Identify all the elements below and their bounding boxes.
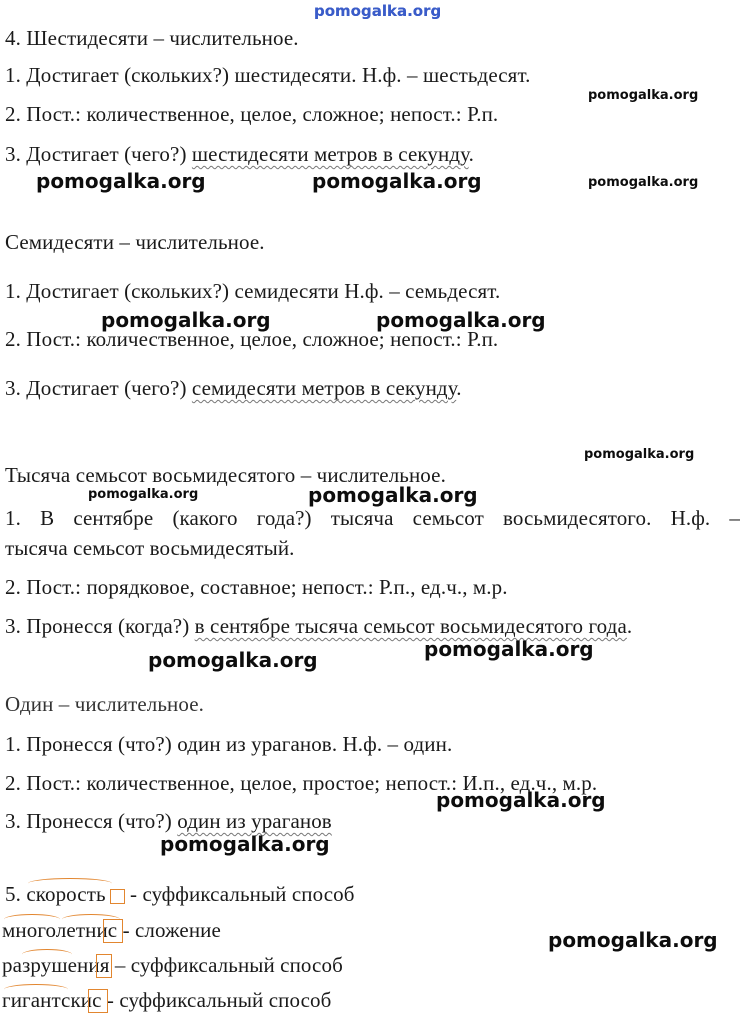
item5-word2-line xyxy=(2,917,221,943)
item4-line3-suffix: . xyxy=(468,142,474,166)
ending-box xyxy=(96,954,112,978)
watermark: pomogalka.org xyxy=(101,308,271,332)
sem-line3-prefix: 3. Достигает (чего?) xyxy=(5,376,192,400)
sem-heading: Семидесяти – числительное. xyxy=(5,230,265,254)
item4-heading: 4. Шестидесяти – числительное. xyxy=(5,26,299,50)
odin-line3 xyxy=(5,808,332,834)
watermark-top: pomogalka.org xyxy=(314,2,442,20)
root-arc-mark xyxy=(22,949,72,960)
ending-box xyxy=(103,919,123,943)
watermark: pomogalka.org xyxy=(88,487,199,502)
sem-line1: 1. Достигает (скольких?) семидесяти Н.ф. – семьдесят. xyxy=(5,279,501,303)
item5-word2-method: - сложение xyxy=(117,918,221,942)
tys-line1b: тысяча семьсот восьмидесятый. xyxy=(5,536,295,560)
sem-line3-underlined: семидесяти метров в секунду xyxy=(191,376,457,400)
sem-line2: 2. Пост.: количественное, целое, сложное; непост.: Р.п. xyxy=(5,327,499,351)
tys-line3-prefix: 3. Пронесся (когда?) xyxy=(5,614,195,638)
watermark: pomogalka.org xyxy=(588,88,699,103)
watermark: pomogalka.org xyxy=(308,483,478,507)
tys-line1a: 1. В сентябре (какого года?) тысяча семьсот восьмидесятого. Н.ф. – xyxy=(5,506,740,530)
tys-line3-suffix: . xyxy=(626,614,633,638)
item4-line2: 2. Пост.: количественное, целое, сложное; непост.: Р.п. xyxy=(5,102,499,126)
null-ending-box xyxy=(110,889,125,904)
tys-line3-underlined: в сентябре тысяча семьсот восьмидесятого года xyxy=(194,614,627,638)
tys-heading: Тысяча семьсот восьмидесятого – числительное. xyxy=(5,463,446,487)
watermark: pomogalka.org xyxy=(548,928,718,952)
root-arc-mark xyxy=(4,914,60,925)
tys-line3 xyxy=(5,613,632,639)
ending-box xyxy=(88,989,108,1013)
item5-word3-text: разрушения xyxy=(2,953,110,977)
watermark: pomogalka.org xyxy=(584,447,695,462)
item5-word4-method: - суффиксальный способ xyxy=(101,988,332,1012)
item5-number: 5. xyxy=(5,882,27,906)
item5-word4-line xyxy=(2,987,331,1013)
root-arc-mark xyxy=(28,878,112,889)
watermark: pomogalka.org xyxy=(588,175,699,190)
watermark: pomogalka.org xyxy=(160,832,330,856)
watermark: pomogalka.org xyxy=(376,308,546,332)
odin-line1: 1. Пронесся (что?) один из ураганов. Н.ф. – один. xyxy=(5,732,453,756)
item4-line3-prefix: 3. Достигает (чего?) xyxy=(5,142,192,166)
odin-heading: Один – числительное. xyxy=(5,692,205,716)
item4-line3 xyxy=(5,141,474,167)
item5-word1-line xyxy=(5,881,355,907)
watermark: pomogalka.org xyxy=(424,637,594,661)
sem-line3-suffix: . xyxy=(456,376,462,400)
item5-word3 xyxy=(2,953,109,977)
item5-word2-text: многолетнис xyxy=(2,918,118,942)
item4-line3-underlined: шестидесяти метров в секунду xyxy=(191,142,469,166)
odin-line3-prefix: 3. Пронесся (что?) xyxy=(5,809,178,833)
watermark: pomogalka.org xyxy=(312,169,482,193)
tys-line2: 2. Пост.: порядковое, составное; непост.: Р.п., ед.ч., м.р. xyxy=(5,575,508,599)
watermark: pomogalka.org xyxy=(36,169,206,193)
item5-word4 xyxy=(2,988,102,1012)
odin-line2: 2. Пост.: количественное, целое, простое; непост.: И.п., ед.ч., м.р. xyxy=(5,771,598,795)
item4-line1: 1. Достигает (скольких?) шестидесяти. Н.ф. – шестьдесят. xyxy=(5,63,531,87)
root-arc-mark xyxy=(4,984,68,995)
watermark: pomogalka.org xyxy=(436,788,606,812)
sem-line3 xyxy=(5,375,462,401)
item5-word4-text: гигантскис xyxy=(2,988,102,1012)
item5-word1-method: - суффиксальный способ xyxy=(124,882,355,906)
item5-word2 xyxy=(2,918,117,942)
item5-word3-method: – суффиксальный способ xyxy=(109,953,343,977)
item5-word1-text: скорость xyxy=(26,882,106,906)
item5-word3-line xyxy=(2,952,343,978)
item5-word1 xyxy=(26,882,105,906)
watermark: pomogalka.org xyxy=(148,648,318,672)
odin-line3-underlined: один из ураганов xyxy=(177,809,332,833)
